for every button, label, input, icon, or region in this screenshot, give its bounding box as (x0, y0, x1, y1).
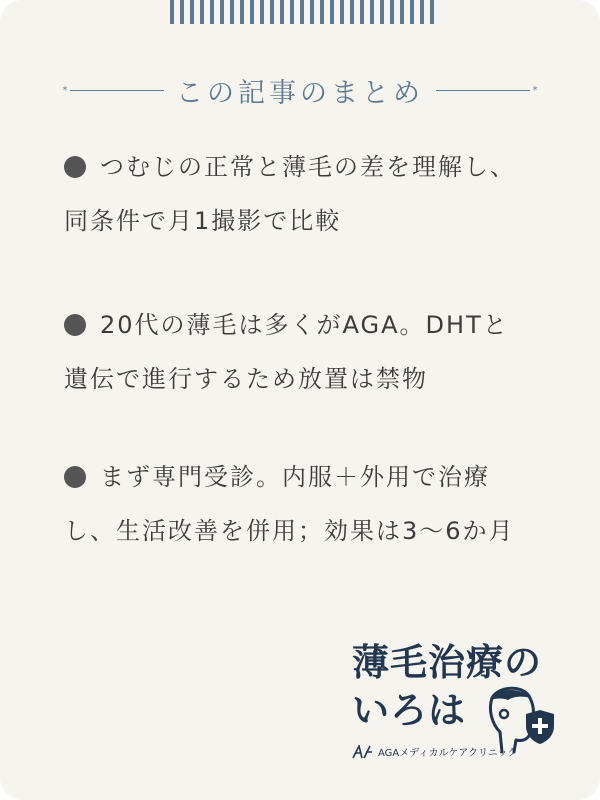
decorative-stripes (170, 0, 438, 24)
logo-subtitle-text: AGAメディカルケアクリニック (378, 748, 518, 759)
summary-point (64, 298, 554, 406)
shield-plus-icon (526, 710, 554, 744)
summary-point (64, 450, 554, 558)
summary-heading (60, 70, 540, 110)
point-line-1: つむじの正常と薄毛の差を理解し、 (100, 153, 516, 181)
logo-subtitle (352, 744, 517, 759)
summary-point (64, 140, 554, 248)
bullet-icon (64, 466, 86, 488)
star-left: * (62, 84, 68, 96)
logo-title-line-2: いろは (352, 689, 466, 732)
divider-line-left (70, 90, 164, 91)
brand-logo (340, 640, 580, 780)
star-right: * (532, 84, 538, 96)
bullet-icon (64, 314, 86, 336)
point-line-1: まず専門受診。内服＋外用で治療 (100, 463, 490, 491)
bullet-icon (64, 156, 86, 178)
logo-title-line-1: 薄毛治療の (352, 641, 542, 684)
logo-mark-icon (352, 745, 374, 759)
point-line-2: 同条件で月1撮影で比較 (64, 207, 342, 235)
point-line-2: し、生活改善を併用；効果は3〜6か月 (64, 517, 515, 545)
divider-line-right (436, 90, 530, 91)
point-line-1: 20代の薄毛は多くがAGA。DHTと (100, 311, 509, 339)
point-line-2: 遺伝で進行するため放置は禁物 (64, 365, 428, 393)
heading-title: この記事のまとめ (176, 77, 424, 109)
